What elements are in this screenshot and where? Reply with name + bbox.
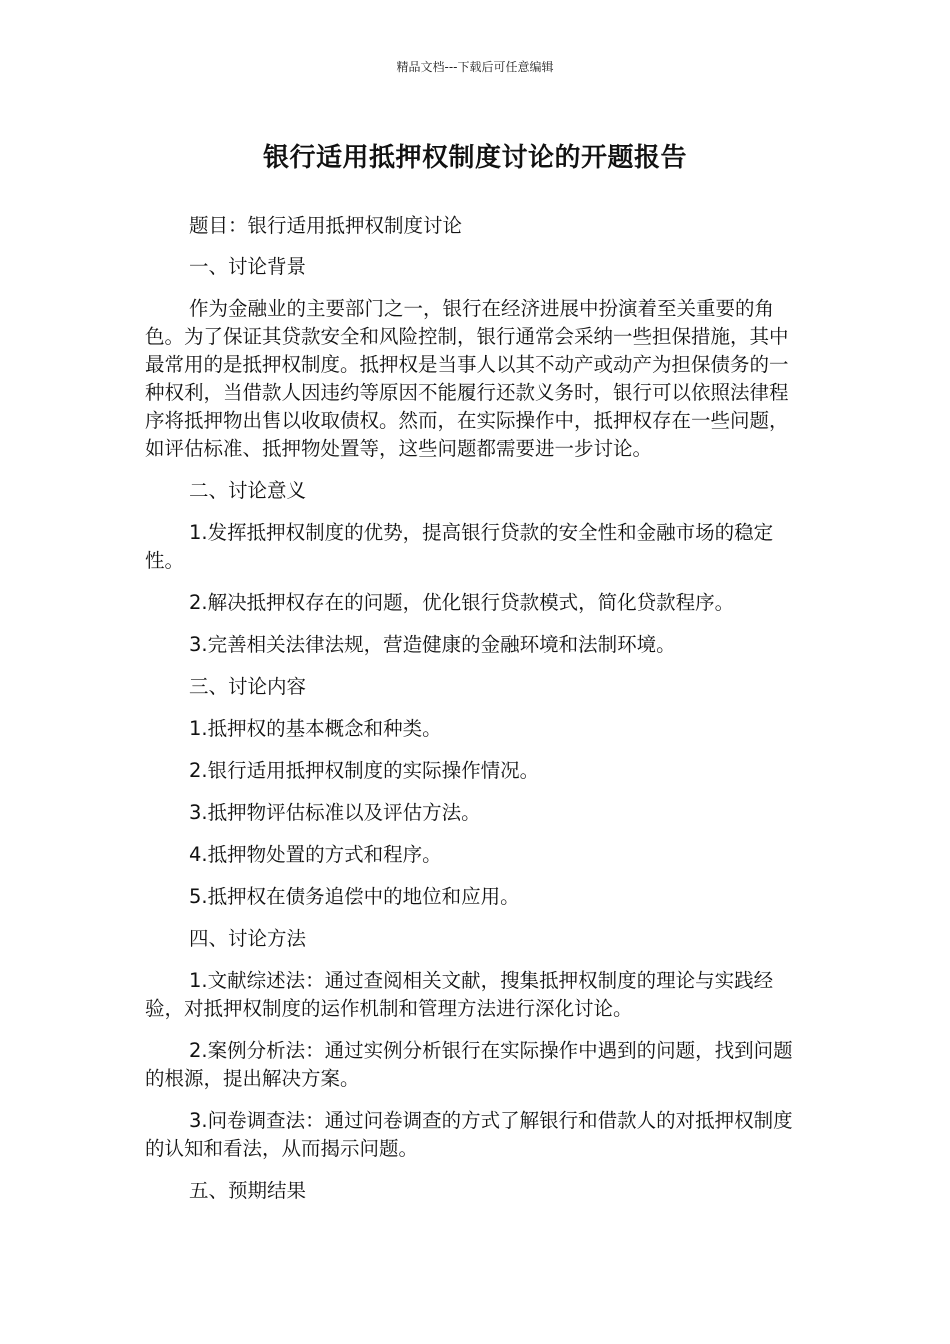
method-item-3: 3.问卷调查法：通过问卷调查的方式了解银行和借款人的对抵押权制度的认知和看法，从而揭示问题。 bbox=[145, 1109, 793, 1160]
method-item-1: 1.文献综述法：通过查阅相关文献，搜集抵押权制度的理论与实践经验，对抵押权制度的运作机制和管理方法进行深化讨论。 bbox=[145, 969, 774, 1020]
method-item-2: 2.案例分析法：通过实例分析银行在实际操作中遇到的问题，找到问题的根源，提出解决方案。 bbox=[145, 1039, 793, 1090]
section-heading-methods: 四、讨论方法 bbox=[189, 927, 307, 950]
content-item-1: 1.抵押权的基本概念和种类。 bbox=[189, 717, 442, 740]
subject-line: 题目：银行适用抵押权制度讨论 bbox=[189, 214, 463, 237]
section-heading-content: 三、讨论内容 bbox=[189, 675, 307, 698]
content-item-5: 5.抵押权在债务追偿中的地位和应用。 bbox=[189, 885, 520, 908]
header-note: 精品文档---下载后可任意编辑 bbox=[396, 60, 554, 74]
document-body bbox=[145, 212, 800, 1219]
significance-item-2: 2.解决抵押权存在的问题，优化银行贷款模式，简化贷款程序。 bbox=[189, 591, 735, 614]
significance-item-3: 3.完善相关法律法规，营造健康的金融环境和法制环境。 bbox=[189, 633, 676, 656]
paragraph-background: 作为金融业的主要部门之一，银行在经济进展中扮演着至关重要的角色。为了保证其贷款安全和风险控制，银行通常会采纳一些担保措施，其中最常用的是抵押权制度。抵押权是当事人以其不动产或动产为担保债务的一种权利，当借款人因违约等原因不能履行还款义务时，银行可以依照法律程序将抵押物出售以收取债权。然而，在实际操作中，抵押权存在一些问题，如评估标准、抵押物处置等，这些问题都需要进一步讨论。 bbox=[145, 297, 789, 460]
section-heading-background: 一、讨论背景 bbox=[189, 255, 307, 278]
document-title: 银行适用抵押权制度讨论的开题报告 bbox=[262, 143, 687, 173]
section-heading-significance: 二、讨论意义 bbox=[189, 479, 307, 502]
content-item-3: 3.抵押物评估标准以及评估方法。 bbox=[189, 801, 481, 824]
section-heading-expected-results: 五、预期结果 bbox=[189, 1179, 307, 1202]
significance-item-1: 1.发挥抵押权制度的优势，提高银行贷款的安全性和金融市场的稳定性。 bbox=[145, 521, 774, 572]
content-item-2: 2.银行适用抵押权制度的实际操作情况。 bbox=[189, 759, 540, 782]
content-item-4: 4.抵押物处置的方式和程序。 bbox=[189, 843, 442, 866]
